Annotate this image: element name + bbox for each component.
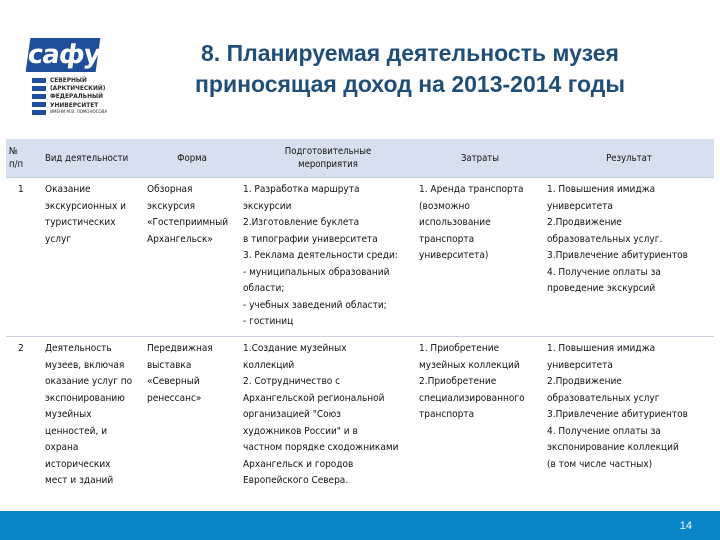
logo-line: (АРКТИЧЕСКИЙ): [50, 84, 106, 93]
header-form: Форма: [144, 139, 240, 178]
cell-activity: Деятельность музеев, включая оказание услуг по экспонированию музейных ценностей, и охрана исторических мест и зданий: [45, 343, 133, 486]
cell-prep: 1. Разработка маршрута экскурсии 2.Изготовление буклета в типографии университета 3. Реклама деятельности среди: - муниципальных образований области; - учебных заведений области; - гостиниц: [240, 178, 416, 337]
logo-text: [50, 76, 120, 116]
logo-line: СЕВЕРНЫЙ: [50, 76, 87, 84]
logo-line: ФЕДЕРАЛЬНЫЙ: [50, 92, 103, 101]
table-header-row: [6, 139, 714, 178]
cell-form: Обзорная экскурсия «Гостеприимный Архангельск»: [144, 178, 240, 337]
cell-costs: 1. Приобретение музейных коллекций 2.Приобретение специализированного транспорта: [419, 343, 525, 420]
slide-title: [140, 38, 680, 100]
header-result: Результат: [544, 139, 714, 178]
cell-form: Передвижная выставка «Северный ренессанс»: [147, 343, 213, 404]
university-logo: [25, 38, 120, 133]
table-row: [6, 178, 714, 337]
cell-num: 1: [6, 178, 42, 337]
title-line-1: 8. Планируемая деятельность музея: [201, 40, 619, 66]
header-prep: Подготовительные мероприятия: [240, 139, 416, 178]
header-costs: Затраты: [416, 139, 544, 178]
logo-line: УНИВЕРСИТЕТ: [50, 100, 99, 109]
logo-subline: ИМЕНИ М.В. ЛОМОНОСОВА: [50, 109, 108, 115]
table-row: [6, 337, 714, 494]
cell-costs: 1. Аренда транспорта (возможно использование транспорта университета): [416, 178, 544, 337]
cell-prep: 1.Создание музейных коллекций 2. Сотрудничество с Архангельской региональной организацией "Союз художников России" и в частном порядке сходожниками Архангельск и городов Европейского Севера.: [243, 343, 399, 486]
logo-mark: сафу: [25, 40, 102, 70]
page-number: 14: [679, 520, 692, 532]
header-activity: Вид деятельности: [42, 139, 144, 178]
footer-bar: [0, 511, 720, 540]
activities-table: [6, 139, 714, 493]
header-num: № п/п: [6, 139, 42, 178]
logo-bars-icon: [32, 78, 46, 122]
cell-num: 2: [18, 343, 24, 354]
cell-activity: Оказание экскурсионных и туристических услуг: [42, 178, 144, 337]
cell-result: 1. Повышения имиджа университета 2.Продвижение образовательных услуг. 3.Привлечение абитуриентов 4. Получение оплаты за проведение экскурсий: [544, 178, 714, 337]
cell-result: 1. Повышения имиджа университета 2.Продвижение образовательных услуг 3.Привлечение абитуриентов 4. Получение оплаты за экспонирование коллекций (в том числе частных): [547, 343, 688, 470]
title-line-2: приносящая доход на 2013-2014 годы: [195, 71, 625, 97]
